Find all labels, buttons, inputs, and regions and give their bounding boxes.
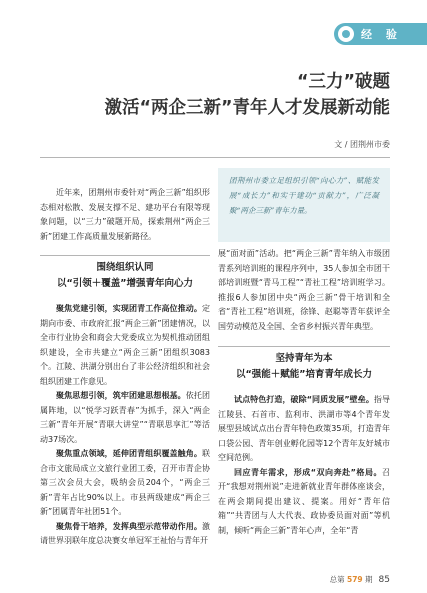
section1-line1: 围绕组织认同 [96,262,154,273]
paragraph-lead: 聚焦骨干培养，发挥典型示范带动作用。 [56,521,202,531]
section-divider [218,346,390,347]
paragraph-lead: 聚焦党建引领，实现团青工作高位推动。 [56,304,202,313]
section-heading-1 [40,255,210,292]
paragraph [218,393,390,466]
paragraph-body: 联合市文旅局成立文旅行业团工委，召开市青企协第三次会员大会，吸纳会员204个，“两企三新”青年占比90%以上。市县两级建成“两企三新”团属青年社团51个。 [40,449,210,516]
article-byline: 文 / 团荆州市委 [334,140,390,149]
paragraph [40,447,210,520]
paragraph-lead: 聚焦重点领域，延伸团青组织覆盖触角。 [56,449,202,458]
left-column [40,186,210,549]
paragraph-body: 召开“我想对荆州说”走进新就业青年群体座谈会，在两会期间提出建议、提案。用好“青年信箱”“共青团与人大代表、政协委员面对面”等机制，倾听“两企三新”青年心声，全年“青 [218,467,390,535]
page-number: 85 [378,575,390,585]
paragraph-body: 依托团属阵地，以“悦学习跃青春”为抓手，深入“两企三新”青年开展“青联大讲堂”“青联思享汇”等活动37场次。 [40,391,211,444]
right-column [218,247,390,538]
paragraph [218,466,390,539]
pull-quote [218,168,390,242]
section-tag-label: 经 验 [361,28,402,41]
intro-paragraph: 近年来，团荆州市委针对“两企三新”组织形态相对松散、发展支撑不足、建功平台有限等现象问题，以“三力”破题开局，探索荆州“两企三新”团建工作高质量发展新路径。 [40,188,210,241]
section-heading-2 [218,346,390,383]
paragraph [40,302,210,389]
article-title-line2: 激活“两企三新”青年人才发展新动能 [104,98,390,118]
section2-line2: 以“强能＋赋能”培育青年成长力 [236,369,372,380]
section-divider [40,255,210,256]
paragraph-body: 定期向市委、市政府汇报“两企三新”团建情况，以全市行业协会和商会大党委成立为契机推动团组织建设，全市共建立“两企三新”团组织3083个。江陵、洪湖分别出台了非公经济组织和社会组织团建工作意见。 [40,304,210,386]
section2-line1: 坚持青年为本 [275,353,333,364]
section-tag [334,23,427,45]
title-divider [40,157,390,158]
circle-icon [338,26,354,42]
paragraph-lead: 回应青年需求，形成“双向奔赴”格局。 [234,467,382,477]
page-footer [330,574,390,585]
section1-line2: 以“引领＋覆盖”增强青年向心力 [57,278,193,289]
article-title-line1: “三力”破题 [296,72,390,92]
paragraph-lead: 试点特色打造，破除“同质发展”壁垒。 [234,395,374,404]
paragraph [40,389,210,447]
paragraph [40,520,210,549]
paragraph: 展“面对面”活动。把“两企三新”青年纳入市级团青系列培训班的课程序列中，35人参加全市团干部培训班暨“青马工程”“青社工程”培训班学习。推报6人参加团中央“两企三新”骨干培训和全省“青社工程”培训班，徐锋、赵聪等青年获评全国劳动模范及全国、全省乡村振兴青年典型。 [218,249,390,331]
issue-number: 总第 579 期 [329,575,373,584]
pull-quote-text: 团荆州市委立足组织引领“向心力”、赋能发展“成长力”和实干建功“贡献力”，广泛凝聚“两企三新”青年力量。 [229,176,379,215]
paragraph-body: 激请世界羽联年度总决赛女单冠军王祉怡与青年开 [40,521,210,545]
paragraph-lead: 聚焦思想引领，筑牢团建思想根基。 [56,391,186,400]
paragraph-body: 指导江陵县、石首市、监利市、洪湖市等4个青年发展型县域试点出台青年特色政策35项，打造青年口袋公园、青年创业孵化园等12个青年友好城市空间范例。 [218,395,390,462]
